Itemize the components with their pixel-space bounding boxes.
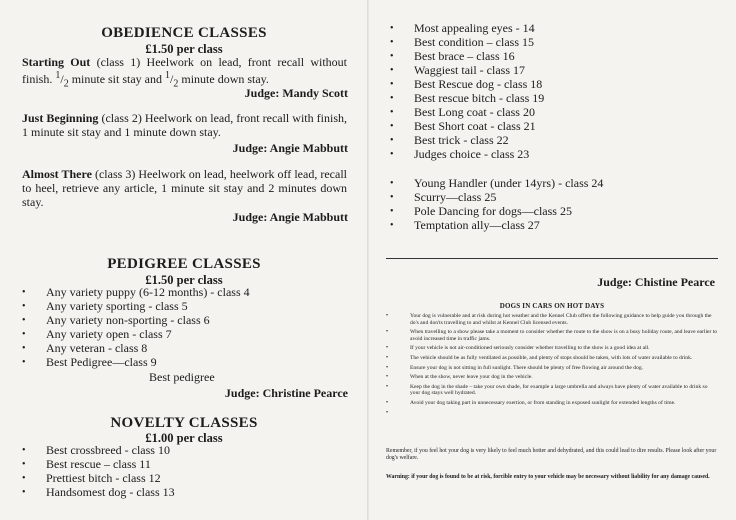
- list-item: • Waggiest tail - class 17: [390, 63, 526, 77]
- special-classes-list: [390, 177, 720, 233]
- bullet-icon: •: [386, 399, 389, 406]
- list-item: • Most appealing eyes - 14: [390, 21, 535, 35]
- list-item: • The vehicle should be as fully ventilated as possible, and plenty of stops should be taken, with lots of water available to drink.: [386, 354, 693, 361]
- bullet-icon: •: [390, 121, 394, 132]
- bullet-icon: •: [390, 37, 394, 48]
- pedigree-price: £1.50 per class: [145, 273, 223, 287]
- list-item: • Handsomest dog - class 13: [22, 485, 175, 499]
- obedience-title: OBEDIENCE CLASSES: [101, 25, 267, 41]
- obedience-judge-3: Judge: Angie Mabbutt: [232, 210, 348, 224]
- list-item: [382, 410, 718, 416]
- list-item: • Any variety open - class 7: [22, 327, 172, 341]
- bullet-icon: •: [386, 345, 389, 352]
- bullet-icon: •: [390, 149, 394, 160]
- hot-days-warning: Warning: if your dog is found to be at risk, forcible entry to your vehicle may be necessary without liability for any damage caused.: [386, 474, 710, 480]
- list-item: • Best Short coat - class 21: [390, 119, 536, 133]
- bullet-icon: •: [22, 287, 26, 298]
- bullet-icon: •: [22, 301, 26, 312]
- bullet-icon: •: [386, 329, 389, 336]
- bullet-icon: •: [390, 79, 394, 90]
- bullet-icon: •: [386, 313, 389, 319]
- bullet-icon: •: [390, 107, 394, 118]
- list-item: • Best brace – class 16: [390, 49, 515, 63]
- bullet-icon: •: [386, 383, 389, 390]
- list-item: • Best rescue bitch - class 19: [390, 91, 545, 105]
- bullet-icon: •: [386, 374, 389, 381]
- list-item: • Any variety puppy (6-12 months) - class 4: [22, 285, 250, 299]
- list-item: • Scurry—class 25: [390, 190, 497, 204]
- pedigree-list: [22, 286, 352, 370]
- bullet-icon: •: [22, 329, 26, 340]
- class-desc: (class 3) Heelwork on lead, heelwork off lead, recall to heel, retrieve any article, 1 minute sit stay and 2 minutes down stay.: [22, 167, 348, 209]
- bullet-icon: •: [22, 315, 26, 326]
- novelty-list: [22, 444, 352, 500]
- hot-days-remember: Remember, if you feel hot your dog is very likely to feel much hotter and dehydrated, and this could lead to dire results. Please look after your dog's welfare.: [386, 448, 717, 461]
- list-item: • Best rescue – class 11: [22, 457, 151, 471]
- list-item: • Pole Dancing for dogs—class 25: [390, 204, 572, 218]
- bullet-icon: •: [386, 354, 389, 361]
- list-item: • When at the show, never leave your dog in the vehicle.: [386, 374, 533, 381]
- list-item: • Best condition – class 15: [390, 35, 534, 49]
- bullet-icon: •: [390, 220, 394, 231]
- list-item: • Young Handler (under 14yrs) - class 24: [390, 176, 604, 190]
- list-item: • Avoid your dog taking part in unnecessary exertion, or from standing in exposed sunlight for extended lengths of time.: [386, 399, 676, 406]
- list-item: • Judges choice - class 23: [390, 147, 530, 161]
- list-item: • Best trick - class 22: [390, 133, 509, 147]
- list-item: • Prettiest bitch - class 12: [22, 471, 161, 485]
- list-item: • Your dog is vulnerable and at risk during hot weather and the Kennel Club offers the following guidance to help guide you through the do's and don'ts travelling to and whilst at Kennel Club licensed events.: [386, 313, 712, 326]
- list-item: • When travelling to a show please take a moment to consider whether the route to the show is on a busy holiday route, and leave earlier to avoid increased time in traffic jams.: [386, 329, 718, 342]
- bullet-icon: •: [390, 65, 394, 76]
- list-item: • Best Pedigree—class 9: [22, 355, 157, 369]
- hot-days-list: [382, 313, 718, 419]
- bullet-icon: •: [386, 364, 389, 371]
- bullet-icon: •: [390, 178, 394, 189]
- bullet-icon: •: [390, 93, 394, 104]
- list-item: • Best Rescue dog - class 18: [390, 77, 543, 91]
- class-name: Just Beginning: [22, 111, 99, 125]
- list-item: • Any variety non-sporting - class 6: [22, 313, 210, 327]
- obedience-judge-2: Judge: Angie Mabbutt: [232, 141, 348, 155]
- list-item: • Any variety sporting - class 5: [22, 299, 188, 313]
- right-page: [368, 0, 736, 520]
- divider: [386, 258, 718, 259]
- bullet-icon: •: [390, 206, 394, 217]
- list-item: • Ensure your dog is not sitting in full sunlight. There should be plenty of free flowing air around the dog.: [386, 364, 644, 371]
- bullet-icon: •: [22, 473, 26, 484]
- bullet-icon: •: [390, 192, 394, 203]
- class-desc: (class 1) Heelwork on lead, front recall without finish. $^1/_2$ minute sit stay and $^1/_2$ minute down stay.: [22, 55, 347, 90]
- bullet-icon: •: [22, 459, 26, 470]
- obedience-price: £1.50 per class: [145, 42, 223, 56]
- bullet-icon: •: [22, 445, 26, 456]
- bullet-icon: •: [390, 135, 394, 146]
- list-item: • Best crossbreed - class 10: [22, 443, 170, 457]
- list-item: • Keep the dog in the shade – take your own shade, for example a large umbrella and always have plenty of water available to drink so your dog stays well hydrated.: [386, 383, 708, 397]
- list-item: • Any veteran - class 8: [22, 341, 148, 355]
- novelty-list-continued: [390, 22, 720, 162]
- class-desc: (class 2) Heelwork on lead, front recall with finish, 1 minute sit stay and 1 minute down stay.: [22, 111, 348, 139]
- class-name: Almost There: [22, 167, 92, 181]
- class-name: Starting Out: [22, 55, 91, 69]
- bullet-icon: •: [386, 409, 389, 416]
- novelty-price: £1.00 per class: [145, 431, 223, 445]
- obedience-class-2: [22, 111, 347, 139]
- obedience-class-3: [22, 167, 347, 209]
- pedigree-extra: Best pedigree: [149, 370, 215, 384]
- list-item: • Temptation ally—class 27: [390, 218, 540, 232]
- novelty-title: NOVELTY CLASSES: [110, 415, 258, 431]
- bullet-icon: •: [22, 357, 26, 368]
- bullet-icon: •: [22, 343, 26, 354]
- hot-days-title: DOGS IN CARS ON HOT DAYS: [499, 302, 605, 310]
- pedigree-judge: Judge: Christine Pearce: [224, 386, 348, 400]
- pedigree-title: PEDIGREE CLASSES: [107, 256, 261, 272]
- novelty-judge: Judge: Chistine Pearce: [597, 275, 715, 289]
- bullet-icon: •: [390, 23, 394, 34]
- list-item: • If your vehicle is not air-conditioned seriously consider whether travelling to the show is a good idea at all.: [386, 345, 650, 352]
- obedience-judge-1: Judge: Mandy Scott: [244, 86, 348, 100]
- list-item: • Best Long coat - class 20: [390, 105, 535, 119]
- bullet-icon: •: [390, 51, 394, 62]
- bullet-icon: •: [22, 487, 26, 498]
